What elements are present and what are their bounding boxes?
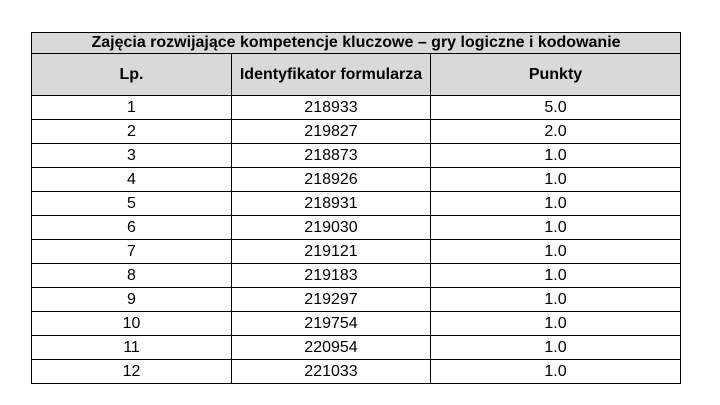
cell-lp: 11 [32,336,232,360]
table-row [32,336,681,360]
column-header-lp: Lp. [32,54,232,96]
cell-lp: 9 [32,288,232,312]
cell-points: 1.0 [431,288,681,312]
table-row [32,216,681,240]
cell-form-id: 219030 [232,216,431,240]
cell-points: 1.0 [431,168,681,192]
table-title-row [32,33,681,54]
cell-form-id: 219183 [232,264,431,288]
cell-lp: 7 [32,240,232,264]
cell-points: 1.0 [431,312,681,336]
table-title: Zajęcia rozwijające kompetencje kluczowe – gry logiczne i kodowanie [32,33,681,54]
cell-form-id: 219297 [232,288,431,312]
cell-lp: 3 [32,144,232,168]
cell-form-id: 219121 [232,240,431,264]
table-row [32,144,681,168]
cell-form-id: 221033 [232,360,431,384]
cell-form-id: 218926 [232,168,431,192]
cell-form-id: 218933 [232,96,431,120]
table-row [32,192,681,216]
cell-form-id: 219827 [232,120,431,144]
cell-form-id: 219754 [232,312,431,336]
column-header-form-id: Identyfikator formularza [232,54,431,96]
column-header-points: Punkty [431,54,681,96]
cell-form-id: 218873 [232,144,431,168]
table-body [32,96,681,384]
table-row [32,240,681,264]
cell-lp: 8 [32,264,232,288]
table-row [32,360,681,384]
cell-points: 5.0 [431,96,681,120]
cell-points: 1.0 [431,264,681,288]
cell-form-id: 220954 [232,336,431,360]
cell-points: 1.0 [431,144,681,168]
table-row [32,264,681,288]
cell-lp: 1 [32,96,232,120]
table-row [32,312,681,336]
cell-lp: 2 [32,120,232,144]
cell-lp: 12 [32,360,232,384]
table-row [32,168,681,192]
cell-form-id: 218931 [232,192,431,216]
cell-lp: 6 [32,216,232,240]
table-row [32,96,681,120]
cell-points: 1.0 [431,240,681,264]
scores-table [31,32,681,384]
table-row [32,120,681,144]
cell-lp: 5 [32,192,232,216]
cell-lp: 10 [32,312,232,336]
table-row [32,288,681,312]
scores-table-container [31,32,680,384]
cell-points: 1.0 [431,336,681,360]
cell-points: 2.0 [431,120,681,144]
table-header-row [32,54,681,96]
cell-points: 1.0 [431,192,681,216]
cell-points: 1.0 [431,216,681,240]
cell-lp: 4 [32,168,232,192]
cell-points: 1.0 [431,360,681,384]
